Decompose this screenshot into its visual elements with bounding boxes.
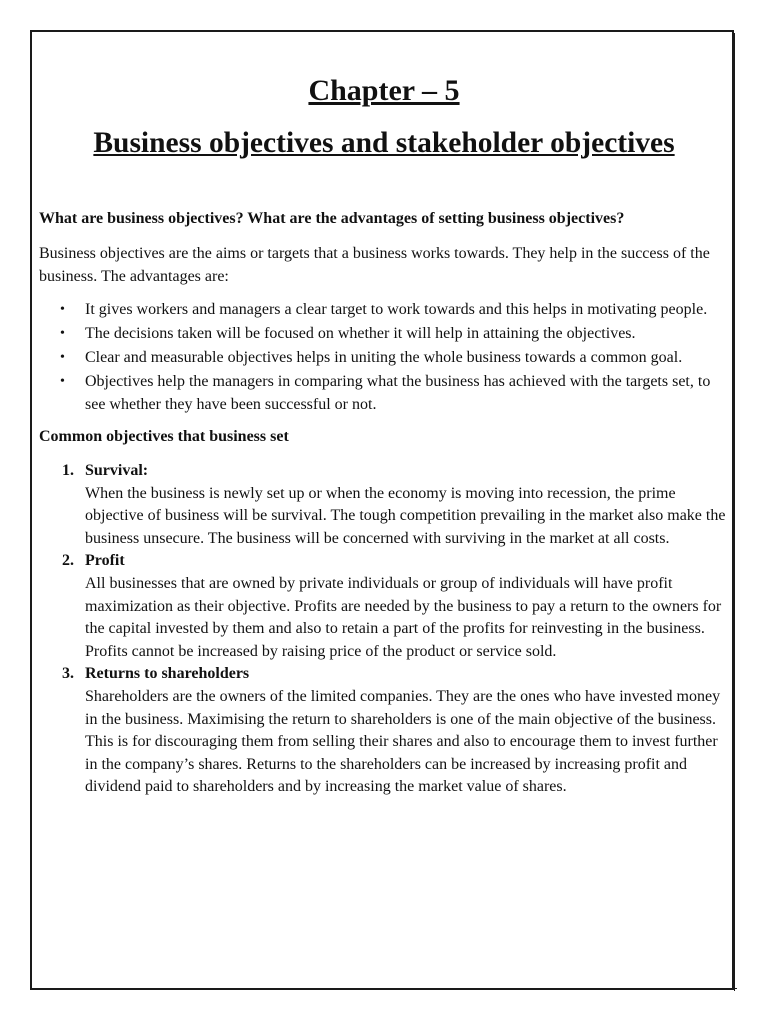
list-item-text: It gives workers and managers a clear target to work towards and this helps in motivating people. — [85, 301, 708, 318]
objective-text: All businesses that are owned by private individuals or group of individuals will have profit maximization as their objective. Profits are needed by the business to pay a return to the owners for the capital invested by them and also to retain a part of the profits for reinvesting in the business. Profits cannot be increased by raising price of the product or service sold. — [85, 574, 722, 660]
section-heading: Common objectives that business set — [39, 428, 289, 445]
list-item-text: Objectives help the managers in comparing what the business has achieved with the targets set, to see whether they have been successful or not. — [85, 373, 711, 413]
objective-title: Profit — [85, 552, 125, 570]
page-border-shadow-bottom — [33, 988, 737, 991]
bullet-icon: • — [60, 374, 65, 389]
intro-paragraph: Business objectives are the aims or targets that a business works towards. They help in the success of the business. The advantages are: — [39, 245, 710, 285]
list-item-text: Clear and measurable objectives helps in uniting the whole business towards a common goal. — [85, 349, 683, 366]
document-title: Business objectives and stakeholder objectives — [93, 127, 675, 159]
objective-title: Survival: — [85, 462, 149, 479]
objective-number: 1. — [62, 462, 74, 479]
list-item — [60, 298, 729, 321]
objective-text: Shareholders are the owners of the limited companies. They are the ones who have invested money in the business. Maximising the return to shareholders is one of the main objective of the business. This is for discouraging them from selling their shares and also to encourage them to invest further in the company’s shares. Returns to the shareholders can be increased by increasing profit and dividend paid to shareholders and by increasing the market value of shares. — [85, 687, 721, 796]
page-border-shadow-right — [734, 33, 737, 991]
bullet-icon: • — [60, 326, 65, 341]
list-item — [60, 370, 729, 416]
objective-item-profit — [62, 550, 729, 663]
chapter-title: Chapter – 5 — [308, 74, 460, 107]
objective-item-returns-to-shareholders — [62, 663, 729, 799]
objective-number: 3. — [62, 665, 74, 683]
list-item — [60, 322, 729, 345]
bullet-icon: • — [60, 350, 65, 365]
document-content — [39, 70, 729, 799]
objective-title: Returns to shareholders — [85, 665, 250, 683]
question-heading: What are business objectives? What are the advantages of setting business objectives? — [39, 210, 625, 227]
objective-text: When the business is newly set up or when the economy is moving into recession, the prime objective of business will be survival. The tough competition prevailing in the market also make the business unsecure. The business will be concerned with surviving in the market at all costs. — [85, 484, 726, 547]
list-item-text: The decisions taken will be focused on whether it will help in attaining the objectives. — [85, 325, 636, 342]
bullet-icon: • — [60, 302, 65, 317]
objective-number: 2. — [62, 552, 74, 570]
advantages-list — [39, 298, 729, 416]
objective-item-survival — [62, 460, 729, 550]
objectives-list — [39, 460, 729, 799]
list-item — [60, 346, 729, 369]
